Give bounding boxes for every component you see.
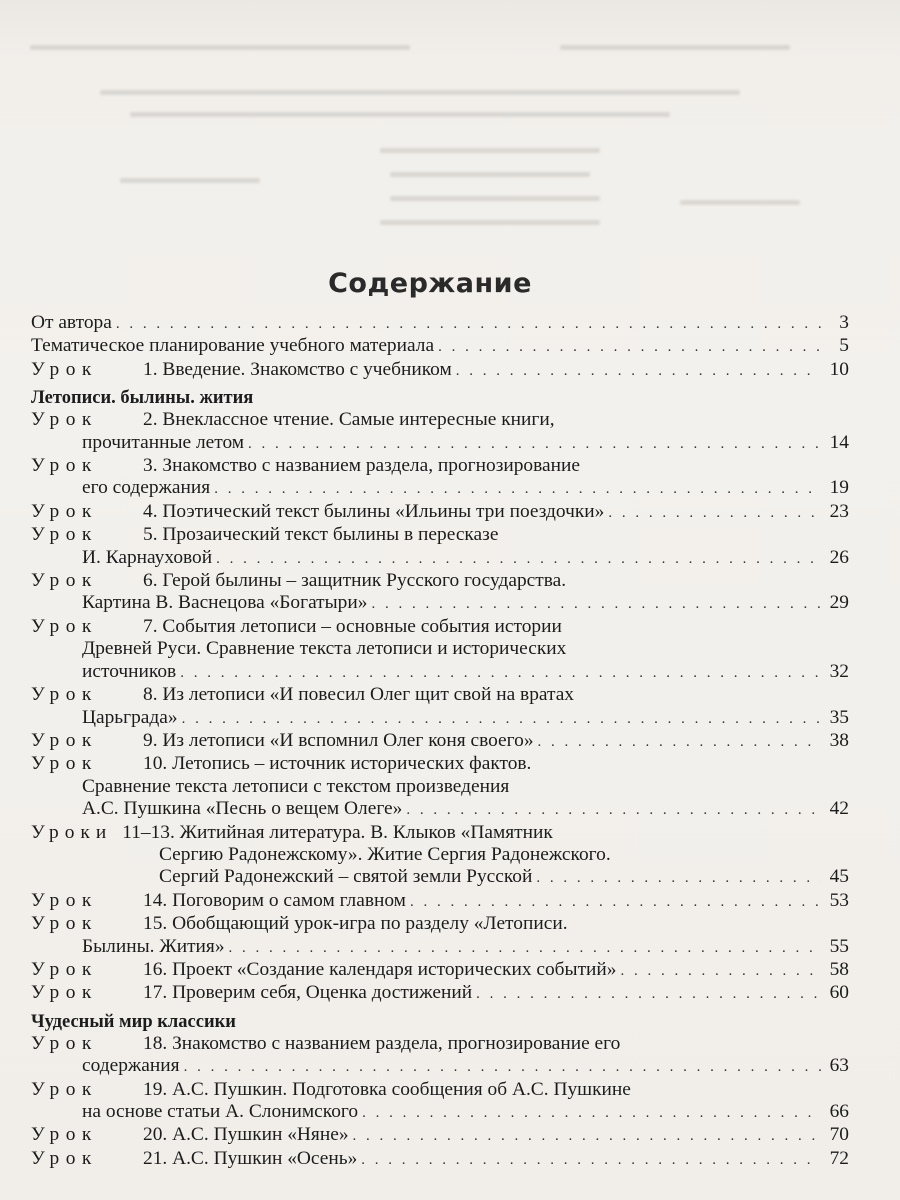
entry-title: А.С. Пушкина «Песнь о вещем Олеге» — [82, 798, 403, 820]
toc-line — [31, 1124, 849, 1147]
toc-entry — [31, 359, 849, 382]
dot-leader — [456, 360, 821, 382]
toc-line — [31, 432, 849, 455]
entry-title: И. Карнауховой — [82, 546, 213, 568]
lesson-prefix: Урок — [31, 409, 98, 431]
page-number: 45 — [829, 866, 849, 888]
toc-entry — [31, 822, 849, 890]
page-number: 5 — [839, 335, 849, 357]
lesson-prefix: Урок — [31, 1032, 98, 1054]
toc-entry — [31, 570, 849, 616]
lesson-prefix: Урок — [31, 570, 98, 592]
lesson-prefix: Урок — [31, 982, 98, 1004]
toc-line — [31, 730, 849, 753]
dot-leader — [361, 1149, 821, 1171]
entry-title: на основе статьи А. Слонимского — [82, 1101, 359, 1122]
lesson-prefix: Урок — [31, 455, 98, 477]
dot-leader — [229, 937, 821, 959]
entry-title: 3. Знакомство с названием раздела, прогнозирование — [143, 455, 580, 477]
bleed-through-text — [0, 0, 900, 250]
entry-title: Сравнение текста летописи с текстом произведения — [82, 775, 510, 797]
toc-line — [31, 866, 849, 889]
page-number: 26 — [829, 546, 849, 568]
entry-title: Тематическое планирование учебного материала — [31, 335, 435, 357]
dot-leader — [353, 1125, 821, 1147]
toc-line — [31, 524, 849, 546]
entry-title: Царьграда» — [82, 706, 178, 728]
toc-entry — [31, 501, 849, 524]
toc-entry — [31, 335, 849, 358]
page-number: 42 — [829, 798, 849, 820]
toc-line — [31, 409, 849, 431]
toc-line — [31, 570, 849, 592]
page-number: 35 — [829, 706, 849, 728]
lesson-prefix: Урок — [31, 524, 98, 546]
toc-entry — [31, 1124, 849, 1147]
section-heading: Летописи. былины. жития — [31, 388, 254, 409]
page-number: 63 — [829, 1055, 849, 1077]
dot-leader — [216, 548, 821, 570]
entry-title: 1. Введение. Знакомство с учебником — [143, 358, 452, 380]
lesson-prefix: Урок — [31, 729, 98, 751]
page-number: 29 — [829, 592, 849, 614]
dot-leader — [362, 1102, 821, 1124]
entry-title: 2. Внеклассное чтение. Самые интересные книги, — [143, 409, 555, 431]
entry-title: его содержания — [82, 477, 211, 499]
dot-leader — [621, 960, 822, 982]
entry-title: 8. Из летописи «И повесил Олег щит свой на вратах — [143, 684, 575, 706]
toc-entry — [31, 616, 849, 684]
toc-entry — [31, 409, 849, 455]
entry-title: Древней Руси. Сравнение текста летописи и исторических — [82, 638, 567, 660]
page-number: 3 — [839, 312, 849, 333]
dot-leader — [536, 867, 821, 889]
toc-line — [31, 776, 849, 798]
page-title: Содержание — [328, 268, 532, 299]
table-of-contents — [31, 312, 849, 1171]
lesson-prefix: Урок — [31, 958, 98, 980]
entry-title: 6. Герой былины – защитник Русского государства. — [143, 570, 567, 592]
dot-leader — [180, 662, 821, 684]
dot-leader — [406, 799, 821, 821]
toc-line — [31, 335, 849, 358]
page-number: 72 — [829, 1147, 849, 1169]
entry-title: 21. А.С. Пушкин «Осень» — [143, 1147, 358, 1169]
entry-title: Былины. Жития» — [82, 935, 225, 957]
dot-leader — [248, 433, 821, 455]
entry-title: 18. Знакомство с названием раздела, прогнозирование его — [143, 1032, 621, 1054]
toc-line — [31, 753, 849, 775]
entry-title: Сергию Радонежскому». Житие Сергия Радонежского. — [159, 843, 611, 865]
entry-title: 5. Прозаический текст былины в пересказе — [143, 524, 499, 546]
entry-title: 15. Обобщающий урок-игра по разделу «Летописи. — [143, 913, 568, 935]
toc-entry — [31, 312, 849, 335]
lesson-prefix: Урок — [31, 1124, 98, 1146]
toc-line — [31, 982, 849, 1005]
entry-title: содержания — [82, 1055, 180, 1077]
lesson-prefix: Урок — [31, 1078, 98, 1100]
dot-leader — [538, 731, 821, 753]
toc-entry — [31, 1033, 849, 1079]
toc-line — [31, 477, 849, 500]
entry-title: 20. А.С. Пушкин «Няне» — [143, 1124, 349, 1146]
entry-title: 9. Из летописи «И вспомнил Олег коня своего» — [143, 729, 534, 751]
toc-line — [31, 684, 849, 706]
toc-entry — [31, 753, 849, 821]
dot-leader — [438, 336, 821, 358]
toc-line — [31, 1033, 849, 1055]
entry-title: 7. События летописи – основные события истории — [143, 615, 562, 637]
toc-line — [31, 913, 849, 935]
toc-line — [31, 1055, 849, 1078]
toc-line — [31, 501, 849, 524]
section-heading: Чудесный мир классики — [31, 1011, 236, 1032]
lesson-prefix: Уроки — [31, 821, 113, 843]
lesson-prefix: Урок — [31, 684, 98, 706]
toc-line — [31, 638, 849, 660]
toc-entry — [31, 982, 849, 1005]
toc-line — [31, 1148, 849, 1171]
entry-title: 17. Проверим себя, Оценка достижений — [143, 982, 473, 1004]
toc-line — [31, 312, 849, 335]
page-number: 66 — [829, 1101, 849, 1122]
toc-line — [31, 936, 849, 959]
toc-line — [31, 616, 849, 638]
page-number: 70 — [829, 1124, 849, 1146]
entry-title: 4. Поэтический текст былины «Ильины три поездочки» — [143, 500, 605, 522]
page-number: 32 — [829, 660, 849, 682]
toc-entry — [31, 684, 849, 730]
entry-title: Сергий Радонежский – святой земли Русской — [159, 866, 533, 888]
dot-leader — [410, 891, 821, 913]
toc-line — [31, 707, 849, 730]
toc-line — [31, 798, 849, 821]
toc-entry — [31, 959, 849, 982]
lesson-prefix: Урок — [31, 1147, 98, 1169]
dot-leader — [371, 593, 821, 615]
entry-title: 14. Поговорим о самом главном — [143, 889, 406, 911]
toc-line — [31, 547, 849, 570]
entry-title: Картина В. Васнецова «Богатыри» — [82, 592, 368, 614]
dot-leader — [182, 708, 821, 730]
page-number: 14 — [829, 431, 849, 453]
toc-line — [31, 844, 849, 866]
entry-title: 16. Проект «Создание календаря исторических событий» — [143, 958, 617, 980]
lesson-prefix: Урок — [31, 500, 98, 522]
entry-title: 10. Летопись – источник исторических фактов. — [143, 753, 532, 775]
toc-entry — [31, 913, 849, 959]
dot-leader — [608, 502, 821, 524]
lesson-prefix: Урок — [31, 889, 98, 911]
dot-leader — [214, 478, 821, 500]
lesson-prefix: Урок — [31, 358, 98, 380]
page-number: 60 — [829, 982, 849, 1004]
page-number: 38 — [829, 729, 849, 751]
lesson-prefix: Урок — [31, 753, 98, 775]
toc-line — [31, 455, 849, 477]
toc-entry — [31, 1079, 849, 1125]
toc-line — [31, 1079, 849, 1101]
lesson-prefix: Урок — [31, 615, 98, 637]
toc-line — [31, 959, 849, 982]
page-number: 23 — [829, 500, 849, 522]
page-number: 10 — [829, 358, 849, 380]
page-number: 53 — [829, 889, 849, 911]
toc-entry — [31, 455, 849, 501]
page-number: 55 — [829, 935, 849, 957]
page-number: 19 — [829, 477, 849, 499]
toc-entry — [31, 524, 849, 570]
toc-line — [31, 359, 849, 382]
entry-title: источников — [82, 660, 177, 682]
dot-leader — [184, 1056, 821, 1078]
toc-line — [31, 661, 849, 684]
dot-leader — [476, 983, 821, 1005]
entry-title: 11–13. Житийная литература. В. Клыков «Памятник — [122, 821, 553, 843]
toc-line — [31, 592, 849, 615]
toc-entry — [31, 890, 849, 913]
toc-entry — [31, 1148, 849, 1171]
lesson-prefix: Урок — [31, 913, 98, 935]
entry-title: прочитанные летом — [82, 431, 245, 453]
entry-title: 19. А.С. Пушкин. Подготовка сообщения об А.С. Пушкине — [143, 1078, 631, 1100]
toc-line — [31, 1101, 849, 1124]
dot-leader — [116, 313, 821, 335]
toc-line — [31, 822, 849, 844]
entry-title: От автора — [31, 312, 112, 333]
toc-entry — [31, 730, 849, 753]
toc-line — [31, 890, 849, 913]
page-number: 58 — [829, 958, 849, 980]
